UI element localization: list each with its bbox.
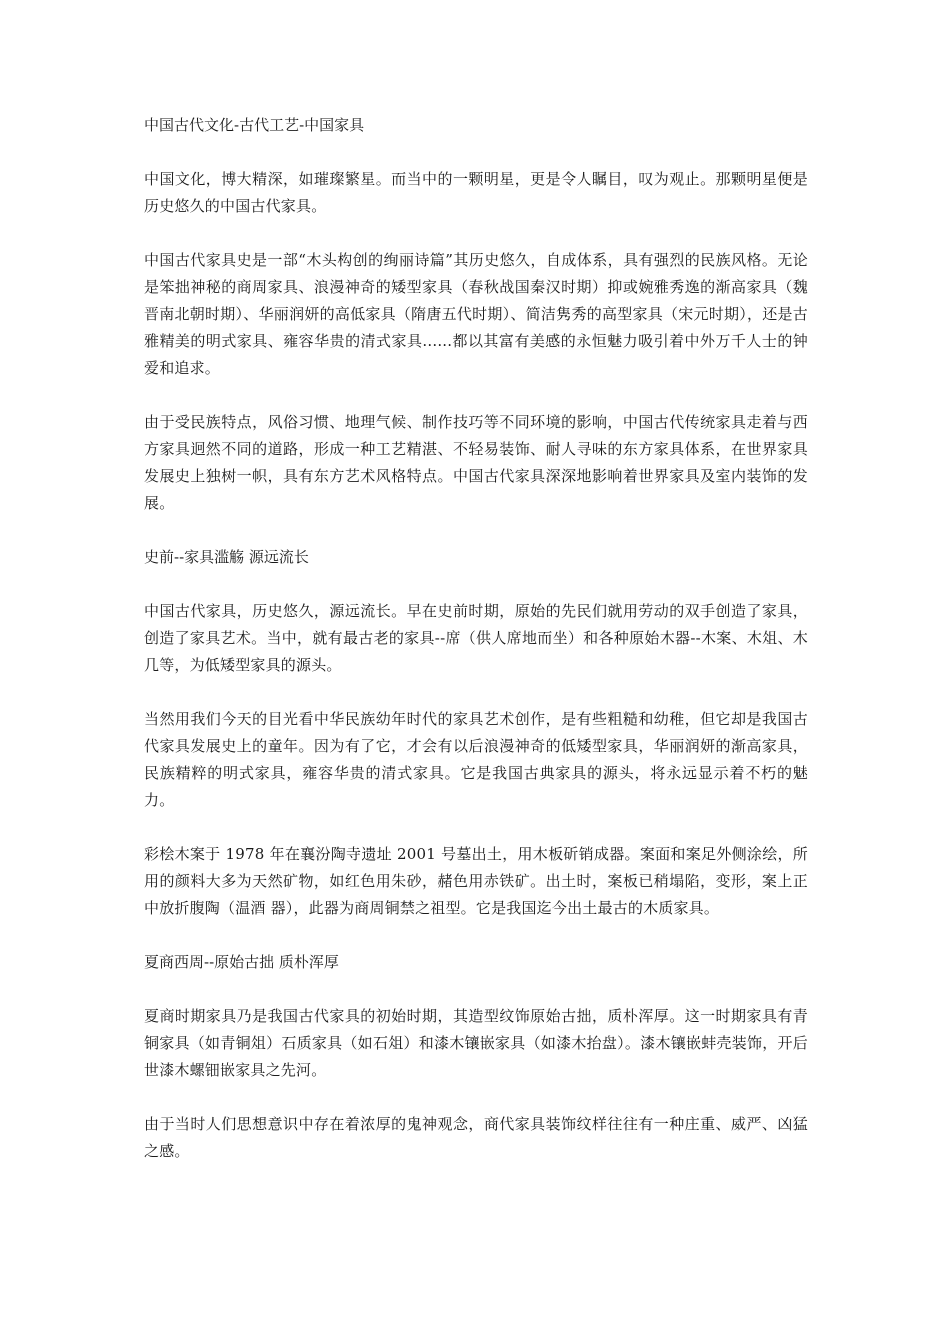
- paragraph-childhood: 当然用我们今天的目光看中华民族幼年时代的家具艺术创作，是有些粗糙和幼稚，但它却是我国古代家具发展史上的童年。因为有了它，才会有以后浪漫神奇的低矮型家具，华丽润妍的渐高家具，民族精粹的明式家具，雍容华贵的清式家具。它是我国古典家具的源头，将永远显示着不朽的魅力。: [144, 710, 808, 809]
- document-body: [144, 112, 808, 1165]
- paragraph-xia-shang: 夏商时期家具乃是我国古代家具的初始时期，其造型纹饰原始古拙，质朴浑厚。这一时期家具有青铜家具（如青铜俎）石质家具（如石俎）和漆木镶嵌家具（如漆木抬盘）。漆木镶嵌蚌壳装饰，开后世漆木螺钿嵌家具之先河。: [144, 1007, 808, 1079]
- paragraph-prehistory: 中国古代家具，历史悠久，源远流长。早在史前时期，原始的先民们就用劳动的双手创造了家具，创造了家具艺术。当中，就有最古老的家具--席（供人席地而坐）和各种原始木器--木案、木俎、木几等，为低矮型家具的源头。: [144, 602, 808, 674]
- paragraph-intro: 中国文化，博大精深，如璀璨繁星。而当中的一颗明星，更是令人瞩目，叹为观止。那颗明星便是历史悠久的中国古代家具。: [144, 170, 808, 215]
- document-title: 中国古代文化-古代工艺-中国家具: [144, 116, 365, 134]
- paragraph-shang-decoration: 由于当时人们思想意识中存在着浓厚的鬼神观念，商代家具装饰纹样往往有一种庄重、威严、凶猛之感。: [144, 1115, 808, 1160]
- paragraph-wooden-table: 彩桧木案于 1978 年在襄汾陶寺遗址 2001 号墓出土，用木板斫销成器。案面和案足外侧涂绘，所用的颜料大多为天然矿物，如红色用朱砂，赭色用赤铁矿。出土时，案板已稍塌陷，变形，案上正中放折腹陶（温酒 器），此器为商周铜禁之祖型。它是我国迄今出土最古的木质家具。: [144, 845, 808, 917]
- paragraph-history: 中国古代家具史是一部“木头构创的绚丽诗篇”其历史悠久，自成体系，具有强烈的民族风格。无论是笨拙神秘的商周家具、浪漫神奇的矮型家具（春秋战国秦汉时期）抑或婉雅秀逸的渐高家具（魏晋南北朝时期）、华丽润妍的高低家具（隋唐五代时期）、简洁隽秀的高型家具（宋元时期），还是古雅精美的明式家具、雍容华贵的清式家具......都以其富有美感的永恒魅力吸引着中外万千人士的钟爱和追求。: [144, 251, 808, 377]
- section-heading-xia-shang: 夏商西周--原始古拙 质朴浑厚: [144, 953, 339, 971]
- paragraph-features: 由于受民族特点，风俗习惯、地理气候、制作技巧等不同环境的影响，中国古代传统家具走着与西方家具迥然不同的道路，形成一种工艺精湛、不轻易装饰、耐人寻味的东方家具体系，在世界家具发展史上独树一帜，具有东方艺术风格特点。中国古代家具深深地影响着世界家具及室内装饰的发展。: [144, 413, 808, 512]
- section-heading-prehistory: 史前--家具滥觞 源远流长: [144, 548, 309, 566]
